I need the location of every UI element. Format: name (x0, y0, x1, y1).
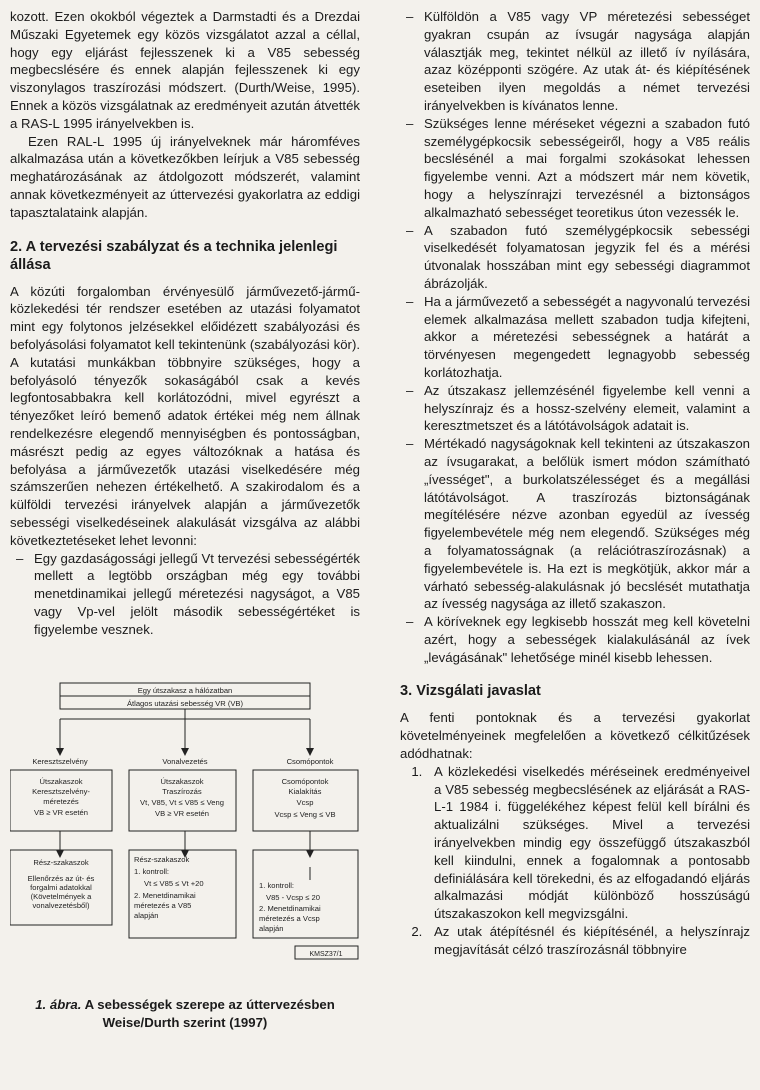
speed-role-diagram (10, 678, 360, 978)
diagram-col-label-1: Keresztszelvény (32, 757, 88, 766)
box-c-line: Vcsp (296, 798, 314, 807)
box-b-line: Traszírozás (162, 787, 202, 796)
box-f-line: alapján (259, 924, 284, 933)
section-heading-3: 3. Vizsgálati javaslat (400, 683, 541, 700)
caption-figure-number: 1. ábra. (35, 997, 82, 1012)
box-f-line: V85 - Vcsp ≤ 20 (266, 893, 320, 902)
box-a-line: VB ≥ VR esetén (34, 808, 88, 817)
left-bullet-list (10, 550, 360, 639)
list-item: – A köríveknek egy legkisebb hosszát meg kell követelni azért, hogy a sebességek kialakulásánál az ívek „levágásának" lehetősége minél kisebb lehessen. (400, 613, 750, 666)
box-a-line: Útszakaszok (39, 777, 83, 786)
section-heading-2: 2. A tervezési szabályzat és a technika jelenlegi állása (10, 238, 338, 273)
left-column (10, 8, 360, 639)
paragraph-goals-intro: A fenti pontoknak és a tervezési gyakorlat követelményeinek megfelelően a következő célkitűzések adódhatnak: (400, 710, 750, 762)
box-e-line: 1. kontroll: (134, 867, 170, 876)
figure-1 (10, 678, 360, 978)
box-d-line: Ellenőrzés az út- és (27, 874, 95, 883)
box-d-line: forgalmi adatokkal (30, 883, 92, 892)
box-a-line: méretezés (43, 797, 79, 806)
box-d-line: Rész-szakaszok (33, 858, 89, 867)
caption-title: A sebességek szerepe az úttervezésben (84, 997, 335, 1012)
list-item: – Mértékadó nagyságoknak kell tekinteni az útszakaszon az ívsugarakat, a belőlük ismert módon számítható „ívességet", a burkolatszélességet és a megállási látótávolságot. A traszírozás biztonságának megítélésére nézve azonban egyedül az ívesség figyelembevétele még nem elegendő. Szükséges még a folyamatosságnak (a relációtraszírozásnak) a figyelembevétele is. Ha ezt is megkötjük, akkor már a várható sebesség-alakulásnak jó becslését mutathatja az ívesség nagysága az illető szakaszon. (400, 435, 750, 613)
caption-line-1 (10, 996, 360, 1014)
box-e-line: Rész-szakaszok (134, 855, 190, 864)
list-item: – Az útszakasz jellemzésénél figyelembe kell venni a helyszínrajz és a hossz-szelvény elemeit, valamint a keresztmetszet és a látótávolságok adatait is. (400, 382, 750, 435)
box-e-line: 2. Menetdinamikai (134, 891, 196, 900)
paragraph-intro: kozott. Ezen okokból végeztek a Darmstadti és a Drezdai Műszaki Egyetemek egy közös vizsgálatot azzal a céllal, hogy egy eljárást fejlesszenek ki a V85 sebesség megbecslésére és ennek alapján fejlesszenek ki egy viszonylagos traszírozási módszert. (Durth/Weise, 1995). Ennek a közös vizsgálatnak az eredményeit azután átvették a RAS-L 1995 irányelvekben is. (10, 9, 360, 131)
paragraph-ral: Ezen RAL-L 1995 új irányelveknek már háromféves alkalmazása után a következőkben leírjuk a V85 sebesség meghatározásának az átdolgozott módszerét, valamint annak következményeit az úttervezési gyakorlatra az eddigi tapasztalataink alapján. (10, 133, 360, 220)
list-item: – Ha a járművezető a sebességét a nagyvonalú tervezési elemek alkalmazása mellett szabadon tudja kifejteni, akkor a méretezési sebességnek a határát a törvényesen megengedett legnagyobb sebesség korlátozhatja. (400, 293, 750, 382)
box-e-line: méretezés a V85 (134, 901, 192, 910)
box-b-line: Vt, V85, Vt ≤ V85 ≤ Veng (140, 798, 224, 807)
right-column (400, 8, 750, 959)
box-a-line: Keresztszelvény- (32, 787, 90, 796)
box-f-line: méretezés a Vcsp (259, 914, 320, 923)
diagram-code: KMSZ37/1 (309, 951, 343, 958)
caption-line-2: Weise/Durth szerint (1997) (102, 1015, 268, 1030)
diagram-top-label-2: Átlagos utazási sebesség VR (VB) (126, 699, 244, 708)
figure-caption (10, 996, 360, 1032)
list-item: – Külföldön a V85 vagy VP méretezési sebességet gyakran csupán az ívsugár nagysága alapján választják meg, tekintet nélkül az illető ív nyílására, azaz középponti szögére. Az utak át- és kiépítésének eseteiben ilyen megoldás a német tervezési irányelvekben is kívánatos lenne. (400, 8, 750, 115)
list-item: 1. A közlekedési viselkedés méréseinek eredményeivel a V85 sebesség megbecslésének az eljárását a RAS-L-1 1984 i. függelékéhez képest felül kell bírálni és aktualizálni szükséges. Mivel a tervezési irányelvekben mindig egy összefüggő útszakaszból kell kiindulni, ennek a fogalomnak a pontosabb definiálására kell törekedni, és az elfogadandó eljárás alkalmazási módját különböző hosszúságú útszakaszokon kell megvizsgálni. (426, 763, 750, 923)
box-b-line: VB ≥ VR esetén (155, 809, 209, 818)
diagram-col-label-3: Csomópontok (286, 757, 334, 766)
box-c-line: Vcsp ≤ Veng ≤ VB (274, 810, 336, 819)
goals-list (400, 763, 750, 959)
box-e-line: alapján (134, 911, 159, 920)
box-d-line: (Követelmények a (30, 892, 92, 901)
box-b-line: Útszakaszok (160, 777, 204, 786)
box-f-line: 1. kontroll: (259, 881, 295, 890)
list-item: – A szabadon futó személygépkocsik sebességi viselkedését folyamatosan jegyzik fel és a mérési útvonalak hosszában mint egy sebességi diagrammot ábrázolják. (400, 222, 750, 293)
paragraph-system: A közúti forgalomban érvényesülő járművezető-jármű-közlekedési tér rendszer esetében az utazási folyamatot mint egy folytonos jelzésekkel előidézett szabályozási és befolyásolási folyamatot kell tekintenünk (szabályozási kör). A kutatási munkákban többnyire szükséges, hogy a befolyásoló tényezők sokaságából csak a kevés legfontosabbakra kell korlátozódni, mivel egyrészt a tényezőket leíró bemenő adatok értékei még nem állnak rendelkezésre elegendő mennyiségben és pontosságban, másrészt pedig az egyes változóknak a hatása és befolyása a járművezetők utazási viselkedésére még számszerűen nehezen értékelhető. A szakirodalom és a külföldi tervezési irányelvek alapján a járművezetők sebességi viselkedéseinek alakulását vizsgálva az alábbi következtetéseket lehet levonni: (10, 283, 360, 548)
right-bullet-list (400, 8, 750, 666)
box-e-line: Vt ≤ V85 ≤ Vt +20 (144, 879, 204, 888)
list-item: – Egy gazdaságossági jellegű Vt tervezési sebességérték mellett a legtöbb országban még egy további menetdinamikai jellegű méretezési nagyságot, a V85 vagy Vp-vel jelölt második sebességértéket is figyelembe vesznek. (10, 550, 360, 639)
list-item: – Szükséges lenne méréseket végezni a szabadon futó személygépkocsik sebességeiről, hogy a V85 reális becslésénél a mai forgalmi szokásokat lehessen figyelembe venni. Azt a módszert már nem követik, hogy a helyszínrajzi tervezésnél a biztonságos alkalmazható sebességet teoretikus úton vezessék le. (400, 115, 750, 222)
list-item: 2. Az utak átépítésnél és kiépítésénél, a helyszínrajz megjavítását célzó traszírozásnál többnyire (426, 923, 750, 959)
box-c-line: Kialakítás (288, 787, 322, 796)
box-c-line: Csomópontok (281, 777, 329, 786)
box-f-line: 2. Menetdinamikai (259, 904, 321, 913)
box-d-line: vonalvezetésből) (32, 901, 90, 910)
diagram-col-label-2: Vonalvezetés (162, 757, 208, 766)
diagram-top-label-1: Egy útszakasz a hálózatban (137, 686, 233, 695)
